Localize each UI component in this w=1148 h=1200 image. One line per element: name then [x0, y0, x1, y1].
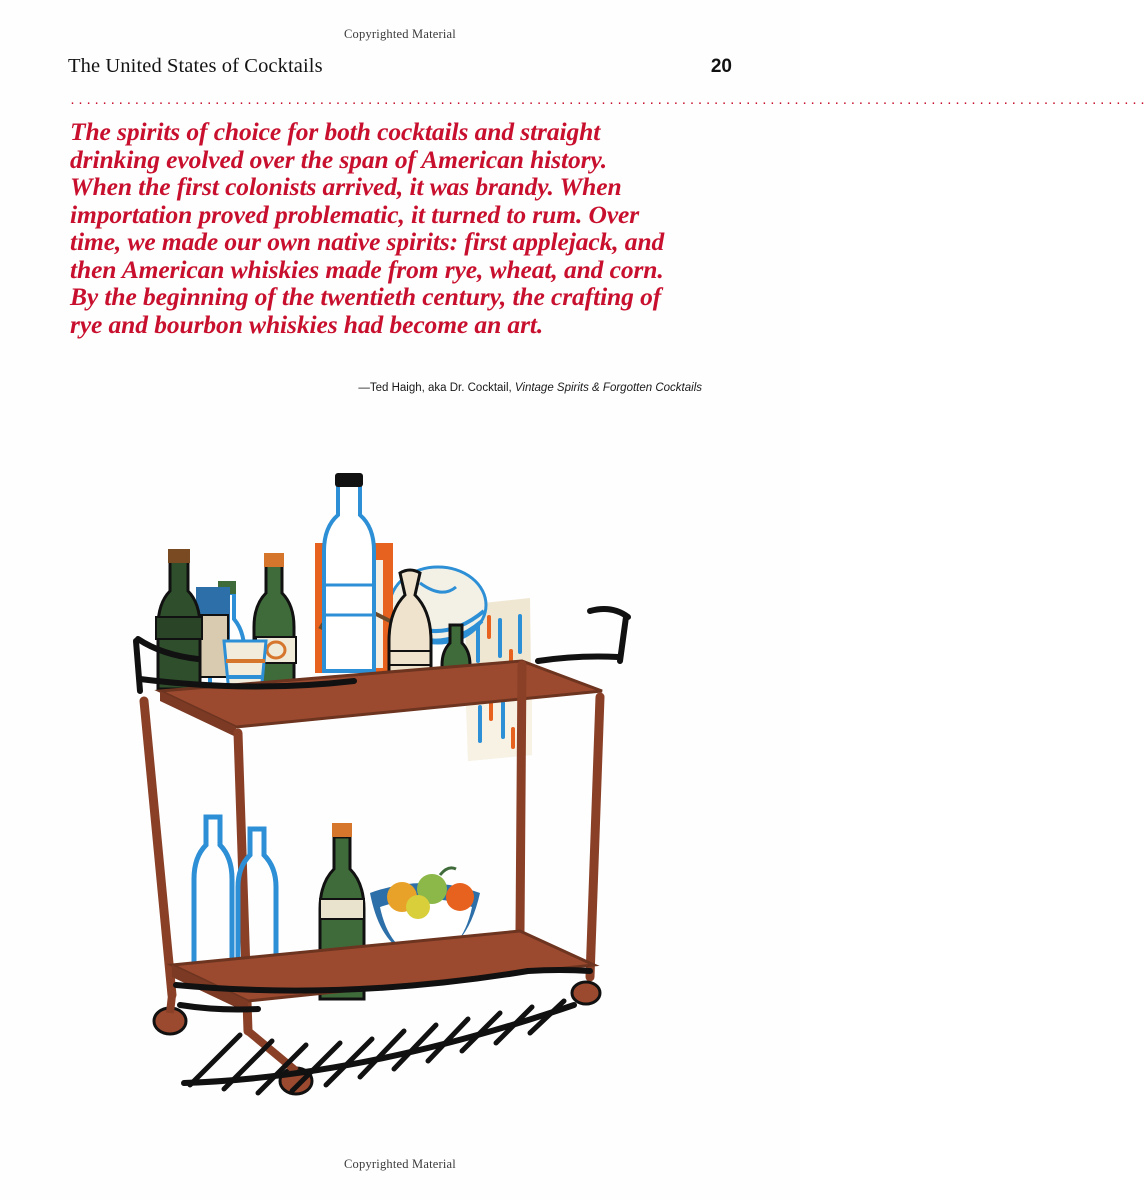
watermark-bottom: Copyrighted Material: [344, 1157, 456, 1171]
watermark-top: Copyrighted Material: [344, 27, 456, 41]
attribution-work: Vintage Spirits & Forgotten Cocktails: [514, 382, 702, 394]
quote-attribution: [70, 382, 702, 394]
tall-bottle-blue-icon: [324, 473, 374, 671]
bar-cart-illustration: [120, 465, 680, 1115]
dark-green-bottle-icon: [156, 549, 202, 689]
page-title: The United States of Cocktails: [68, 55, 323, 77]
pull-quote-text: The spirits of choice for both cocktails and straight drinking evolved over the span of American history. When the first colonists arrived, it was brandy. When importation proved problematic, it turned to rum. Over time, we made our own native spirits: first applejack, and then American whiskies made from rye, wheat, and corn. By the beginning of the twentieth century, the crafting of rye and bourbon whiskies had become an art.: [70, 117, 665, 339]
shadow-hatching: [184, 1001, 574, 1093]
attribution-author: —Ted Haigh, aka Dr. Cocktail,: [358, 382, 515, 394]
dotted-divider: ······································································································································: [70, 94, 1148, 111]
running-head: [68, 55, 732, 78]
page-number: 20: [710, 56, 732, 77]
